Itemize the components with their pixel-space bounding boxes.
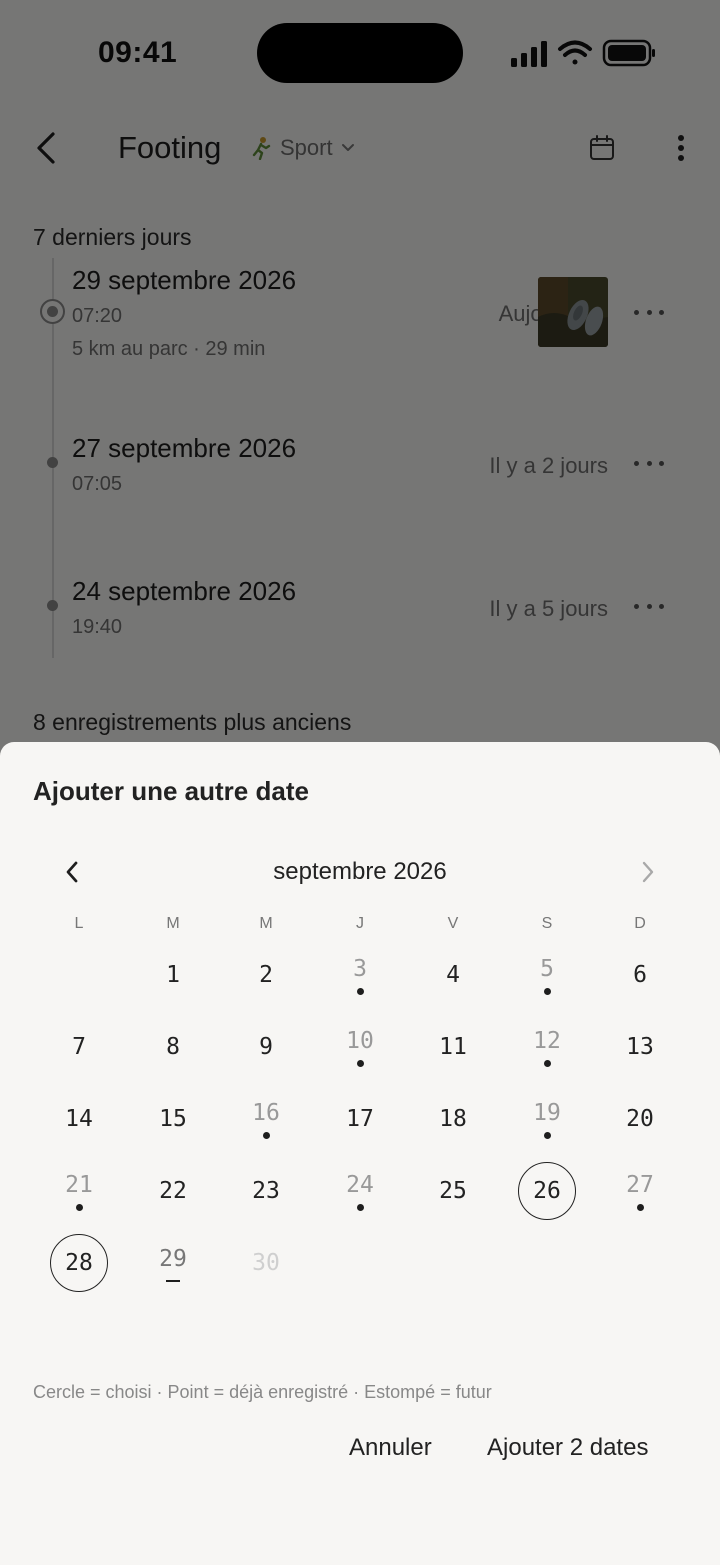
calendar-day-number: 14 — [65, 1106, 93, 1132]
weekday-label: M — [166, 915, 180, 932]
calendar-day[interactable] — [144, 1090, 202, 1148]
weekday-label: D — [634, 915, 646, 932]
calendar-day-number: 12 — [533, 1028, 561, 1054]
calendar-day[interactable] — [611, 1018, 669, 1076]
weekday-label: S — [541, 915, 553, 932]
calendar-day — [237, 1234, 295, 1292]
calendar-day-number: 23 — [252, 1178, 280, 1204]
calendar-day[interactable] — [144, 1234, 202, 1292]
calendar-day[interactable] — [518, 1018, 576, 1076]
calendar-day-number: 6 — [633, 962, 647, 988]
logged-dot — [637, 1204, 644, 1211]
calendar-day-number: 26 — [533, 1178, 561, 1204]
logged-dot — [357, 1060, 364, 1067]
calendar-day-number: 4 — [446, 962, 460, 988]
calendar-day-number: 8 — [166, 1034, 180, 1060]
calendar-day[interactable] — [331, 1018, 389, 1076]
calendar-day-number: 21 — [65, 1172, 93, 1198]
calendar-day-number: 13 — [626, 1034, 654, 1060]
calendar-day[interactable] — [518, 1090, 576, 1148]
calendar-day[interactable] — [237, 1162, 295, 1220]
calendar-day-number: 30 — [252, 1250, 280, 1276]
weekday-label: V — [447, 915, 459, 932]
calendar-day-number: 19 — [533, 1100, 561, 1126]
weekday-label: M — [259, 915, 273, 932]
calendar-day-number: 3 — [353, 956, 367, 982]
logged-dot — [544, 1132, 551, 1139]
calendar-day[interactable] — [518, 1162, 576, 1220]
calendar-legend: Cercle = choisi · Point = déjà enregistré · Estompé = futur — [33, 1382, 492, 1402]
calendar-day-number: 27 — [626, 1172, 654, 1198]
calendar-day[interactable] — [144, 946, 202, 1004]
calendar-day-number: 5 — [540, 956, 554, 982]
calendar-day-number: 15 — [159, 1106, 187, 1132]
calendar-day-number: 22 — [159, 1178, 187, 1204]
calendar-day-number: 9 — [259, 1034, 273, 1060]
calendar-day[interactable] — [424, 1162, 482, 1220]
weekday-label: L — [74, 915, 84, 932]
calendar-grid — [0, 742, 720, 1342]
add-date-sheet — [0, 742, 720, 1565]
calendar-day-number: 18 — [439, 1106, 467, 1132]
calendar-day-number: 16 — [252, 1100, 280, 1126]
calendar-day-number: 25 — [439, 1178, 467, 1204]
calendar-day[interactable] — [50, 1162, 108, 1220]
sheet-title: Ajouter une autre date — [33, 776, 309, 806]
calendar-day[interactable] — [518, 946, 576, 1004]
logged-dot — [357, 1204, 364, 1211]
calendar-day[interactable] — [50, 1234, 108, 1292]
sheet-actions — [0, 1434, 720, 1474]
calendar-day[interactable] — [237, 1018, 295, 1076]
logged-dot — [357, 988, 364, 995]
calendar-day[interactable] — [331, 1162, 389, 1220]
calendar-day-number: 11 — [439, 1034, 467, 1060]
calendar-day[interactable] — [611, 1090, 669, 1148]
calendar-day-number: 17 — [346, 1106, 374, 1132]
calendar-day-number: 29 — [159, 1246, 187, 1272]
calendar-day[interactable] — [237, 1090, 295, 1148]
calendar-day[interactable] — [424, 1018, 482, 1076]
weekday-label: J — [356, 915, 364, 932]
calendar-day-number: 2 — [259, 962, 273, 988]
logged-dot — [263, 1132, 270, 1139]
calendar-day[interactable] — [331, 1090, 389, 1148]
logged-dot — [544, 988, 551, 995]
add-dates-button[interactable]: Ajouter 2 dates — [487, 1434, 649, 1461]
calendar-day[interactable] — [611, 946, 669, 1004]
calendar-day[interactable] — [144, 1018, 202, 1076]
month-label: septembre 2026 — [273, 858, 447, 885]
cancel-button[interactable]: Annuler — [349, 1434, 432, 1461]
calendar-day[interactable] — [331, 946, 389, 1004]
calendar-day-number: 10 — [346, 1028, 374, 1054]
calendar-day-number: 1 — [166, 962, 180, 988]
calendar-day-number: 20 — [626, 1106, 654, 1132]
calendar-day[interactable] — [50, 1090, 108, 1148]
calendar-day[interactable] — [424, 1090, 482, 1148]
logged-dot — [76, 1204, 83, 1211]
calendar-day[interactable] — [50, 1018, 108, 1076]
calendar-day[interactable] — [611, 1162, 669, 1220]
calendar-day[interactable] — [144, 1162, 202, 1220]
logged-dot — [544, 1060, 551, 1067]
calendar-day-number: 24 — [346, 1172, 374, 1198]
calendar-day[interactable] — [237, 946, 295, 1004]
calendar-day-number: 7 — [72, 1034, 86, 1060]
today-underline — [166, 1280, 180, 1282]
calendar-day-number: 28 — [65, 1250, 93, 1276]
calendar-day[interactable] — [424, 946, 482, 1004]
